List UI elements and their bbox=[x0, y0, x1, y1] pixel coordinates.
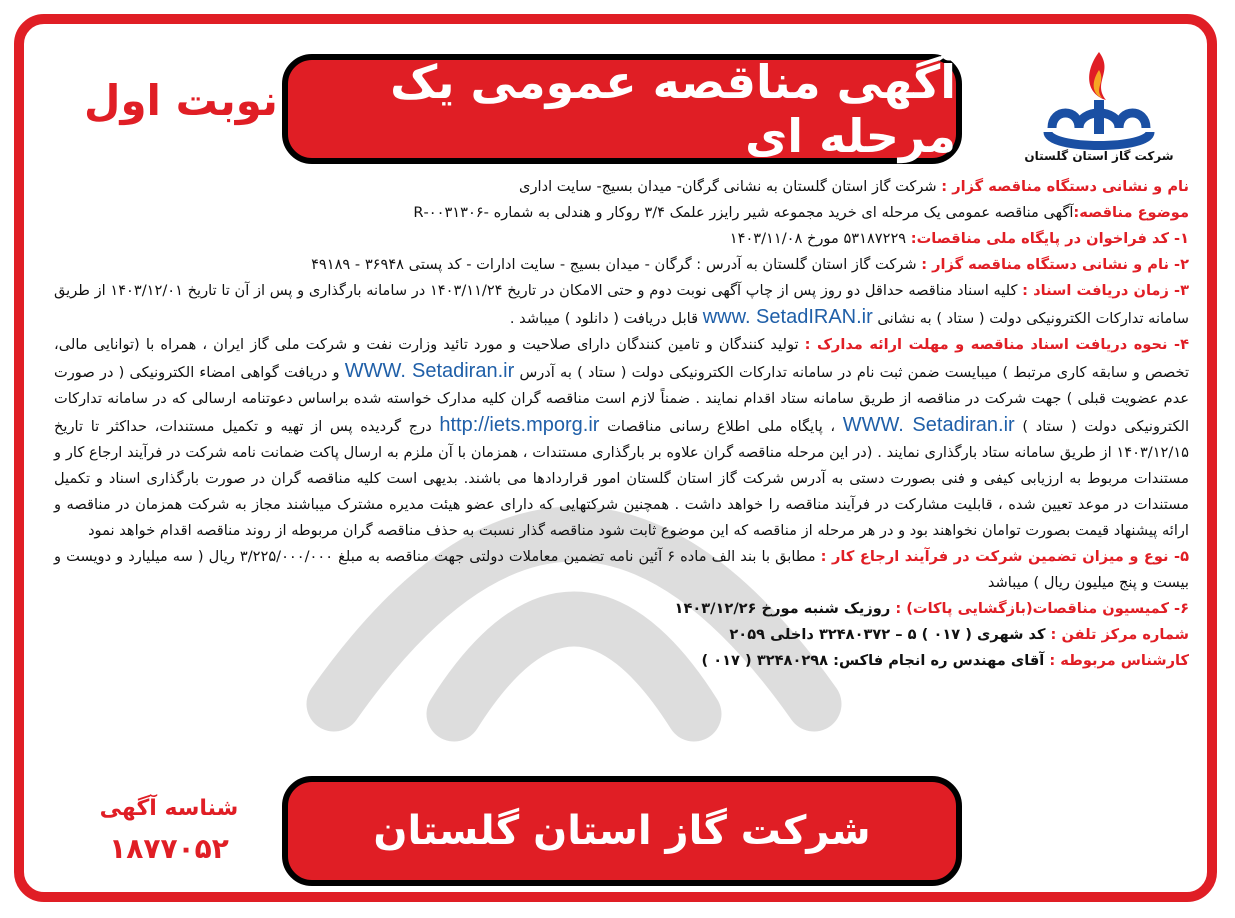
ad-frame bbox=[14, 14, 1217, 902]
paragraph-contact: کارشناس مربوطه : آقای مهندس ره انجام فاکس: ۳۲۴۸۰۲۹۸ ( ۰۱۷ ) bbox=[701, 652, 1189, 669]
title-banner bbox=[282, 54, 962, 164]
paragraph-address: ۲- نام و نشانی دستگاه مناقصه گزار : شرکت گاز استان گلستان به آدرس : گرگان - میدان بسیج - سایت ادارات - کد پستی ۳۶۹۴۸ - ۴۹۱۸۹ bbox=[311, 256, 1189, 273]
ad-id-label: شناسه آگهی bbox=[99, 796, 239, 821]
page-title: آگهی مناقصه عمومی یک مرحله ای bbox=[390, 55, 956, 163]
paragraph-phone: شماره مرکز تلفن : کد شهری ( ۰۱۷ ) ۵ – ۳۲۴۸۰۳۷۲ داخلی ۲۰۵۹ bbox=[729, 626, 1189, 643]
turn-label: نوبت اول bbox=[84, 76, 278, 125]
paragraph-subject: موضوع مناقصه:آگهی مناقصه عمومی یک مرحله ای خرید مجموعه شیر رایزر علمک ۳/۴ روکار و هندلی به شماره -۰۰۳۱۳۰۶-R bbox=[413, 204, 1189, 221]
paragraph-commission: ۶- کمیسیون مناقصات(بازگشایی پاکات) : روزیک شنبه مورخ ۱۴۰۳/۱۲/۲۶ bbox=[674, 600, 1189, 617]
paragraph-guarantee: ۵- نوع و میزان تضمین شرکت در فرآیند ارجاع کار : مطابق با بند الف ماده ۶ آئین نامه تضمین معاملات دولتی جهت مناقصه به مبلغ ۳/۲۲۵/۰۰۰/۰۰۰ ریال ( سه میلیارد و دویست و بیست و پنج میلیون ریال ) میباشد bbox=[54, 548, 1189, 591]
logo-caption: شرکت گاز استان گلستان bbox=[1024, 149, 1174, 163]
setad-link[interactable]: WWW. Setadiran.ir bbox=[344, 360, 515, 382]
paragraph-organizer: نام و نشانی دستگاه مناقصه گزار : شرکت گاز استان گلستان به نشانی گرگان- میدان بسیج- سایت اداری bbox=[519, 178, 1189, 195]
paragraph-doc-time: ۳- زمان دریافت اسناد : کلیه اسناد مناقصه حداقل دو روز پس از چاپ آگهی نوبت دوم و حتی الامکان در تاریخ ۱۴۰۳/۱۱/۲۴ در سامانه بارگذاری و پس از آن تا تاریخ ۱۴۰۳/۱۲/۰۱ از طریق سامانه تدارکات الکترونیکی دولت ( ستاد ) به نشانی www. SetadIRAN.ir قابل دریافت ( دانلود ) میباشد . bbox=[54, 282, 1189, 328]
ad-id-number: ۱۸۷۷۰۵۲ bbox=[109, 832, 229, 865]
paragraph-tender-code: ۱- کد فراخوان در پایگاه ملی مناقصات: ۵۳۱۸۷۲۲۹ مورخ ۱۴۰۳/۱۱/۰۸ bbox=[729, 230, 1189, 247]
setad-link[interactable]: WWW. Setadiran.ir bbox=[842, 414, 1015, 436]
company-name: شرکت گاز استان گلستان bbox=[373, 808, 871, 854]
iets-link[interactable]: http://iets.mporg.ir bbox=[439, 414, 600, 436]
setad-link[interactable]: www. SetadIRAN.ir bbox=[702, 306, 873, 328]
company-banner bbox=[282, 776, 962, 886]
paragraph-submission: ۴- نحوه دریافت اسناد مناقصه و مهلت ارائه مدارک : تولید کنندگان و تامین کنندگان دارای صلاحیت و مورد تائید وزارت نفت و شرکت ملی گاز ایران ، همراه با (توانایی مالی، تخصص و سابقه کاری مرتبط ) میبایست ضمن ثبت نام در سامانه تدارکات الکترونیکی دولت ( ستاد ) به آدرس WWW. Setadiran.ir و دریافت گواهی امضاء الکترونیکی ( در صورت عدم عضویت قبلی ) جهت شرکت در مناقصه از طریق سامانه ستاد اقدام نمایند . ضمناً لازم است مناقصه گران کلیه مدارک خواسته شده براساس دعوتنامه ارسالی که در سامانه تدارکات الکترونیکی دولت ( ستاد ) WWW. Setadiran.ir ، پایگاه ملی اطلاع رسانی مناقصات http://iets.mporg.ir درج گردیده پس از تهیه و تکمیل مستندات، حداکثر تا تاریخ ۱۴۰۳/۱۲/۱۵ از طریق سامانه ستاد بارگذاری نمایند . (در این مرحله مناقصه گران علاوه بر بارگذاری مستندات ، همزمان با آن ملزم به ارسال پاکت ضمانت نامه شرکت در فرآیند ارجاع کار و مستندات مربوط به ارزیابی کیفی و فنی بصورت دستی به آدرس شرکت گاز استان گلستان امور قراردادها می باشند. بدیهی است کلیه مناقصه گران در صورت بارگذاری اسناد و تکمیل مستندات در موعد تعیین شده ، قابلیت مشارکت در فرآیند مناقصه را خواهد داشت . همچنین شرکتهایی که دارای عضو هیئت مدیره مشترک میباشند مجاز به شرکت همزمان در مناقصه و ارائه پیشنهاد قیمت بصورت توامان نخواهند بود و در هر مرحله از مناقصه که این موضوع ثابت شود مناقصه گذار نسبت به حذف مناقصه گران مربوطه از روند مناقصه اقدام خواهد نمود bbox=[54, 336, 1190, 539]
ad-body bbox=[54, 174, 1189, 674]
